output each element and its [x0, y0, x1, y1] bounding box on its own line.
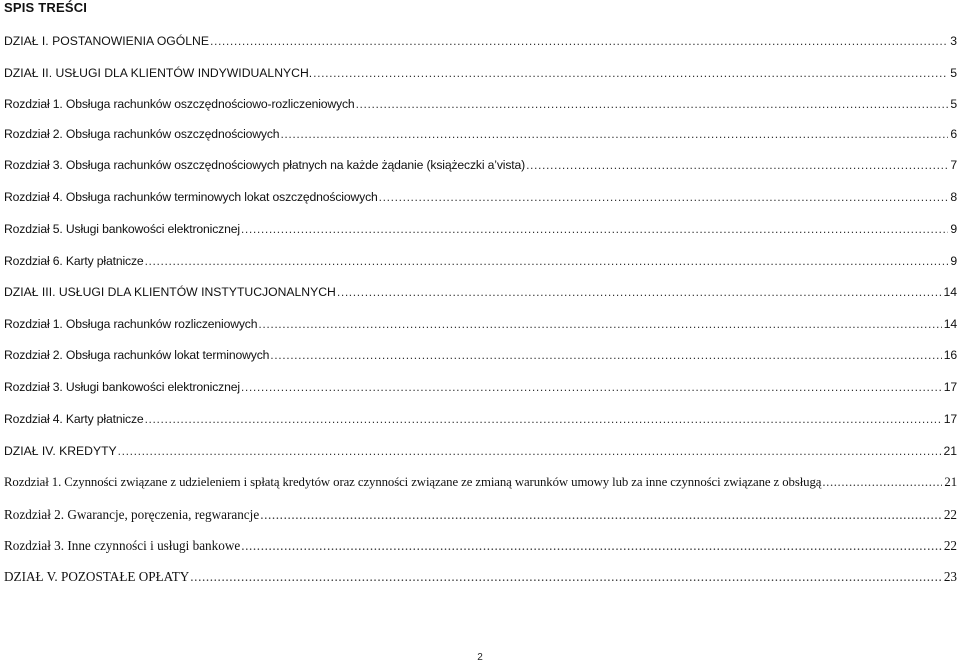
toc-entry-label: Rozdział 4. Karty płatnicze: [4, 412, 144, 426]
toc-entry-page: 17: [943, 380, 957, 394]
toc-entry-label: Rozdział 3. Obsługa rachunków oszczędnościowych płatnych na każde żądanie (książeczki a’vista): [4, 158, 526, 172]
toc-dot-leader: [241, 379, 942, 395]
toc-entry-page: 8: [950, 190, 957, 204]
toc-entry-dzial-4-rozdzial-2[interactable]: [4, 507, 957, 523]
toc-entry-page: 22: [943, 507, 957, 522]
toc-entry-page: 21: [944, 475, 957, 489]
toc-entry-dzial-2-rozdzial-6[interactable]: [4, 253, 957, 269]
toc-entry-label: Rozdział 1. Czynności związane z udzieleniem i spłatą kredytów oraz czynności związane ze zmianą warunków umowy lub za inne czynności związane z obsługą: [4, 475, 822, 489]
toc-entry-dzial-2-rozdzial-5[interactable]: [4, 221, 957, 237]
toc-entry-page: 9: [950, 222, 957, 236]
toc-dot-leader: [190, 569, 942, 585]
toc-dot-leader: [241, 538, 942, 554]
toc-dot-leader: [241, 221, 948, 237]
toc-title: SPIS TREŚCI: [4, 0, 88, 15]
toc-entry-dzial-2-rozdzial-2[interactable]: [4, 126, 957, 142]
toc-dot-leader: [822, 474, 942, 490]
toc-entry-page: 7: [950, 158, 957, 172]
toc-dot-leader: [145, 253, 949, 269]
toc-dot-leader: [145, 411, 942, 427]
toc-dot-leader: [337, 284, 942, 300]
toc-entry-label: Rozdział 2. Gwarancje, poręczenia, regwarancje: [4, 507, 260, 522]
toc-dot-leader: [270, 347, 941, 363]
toc-entry-dzial-4-rozdzial-1[interactable]: [4, 474, 957, 490]
toc-dot-leader: [280, 126, 948, 142]
toc-dot-leader: [258, 316, 941, 332]
toc-dot-leader: [260, 507, 942, 523]
toc-entry-dzial-3[interactable]: [4, 284, 957, 300]
toc-entry-label: Rozdział 6. Karty płatnicze: [4, 254, 144, 268]
toc-entry-page: 14: [943, 317, 957, 331]
toc-entry-label: Rozdział 5. Usługi bankowości elektronicznej: [4, 222, 240, 236]
toc-entry-dzial-5[interactable]: [4, 569, 957, 585]
toc-entry-dzial-3-rozdzial-2[interactable]: [4, 347, 957, 363]
toc-entry-dzial-3-rozdzial-4[interactable]: [4, 411, 957, 427]
toc-entry-page: 21: [943, 444, 957, 458]
toc-entry-dzial-4[interactable]: [4, 443, 957, 459]
toc-dot-leader: [210, 33, 948, 49]
toc-entry-label: DZIAŁ III. USŁUGI DLA KLIENTÓW INSTYTUCJONALNYCH: [4, 285, 336, 299]
toc-entry-page: 5: [950, 66, 957, 80]
toc-entry-page: 22: [943, 538, 957, 553]
toc-entry-label: Rozdział 2. Obsługa rachunków lokat terminowych: [4, 348, 270, 362]
toc-dot-leader: [118, 443, 942, 459]
toc-entry-dzial-2-rozdzial-3[interactable]: [4, 157, 957, 173]
toc-entry-page: 14: [943, 285, 957, 299]
toc-dot-leader: [526, 157, 948, 173]
toc-entry-label: Rozdział 1. Obsługa rachunków oszczędnościowo-rozliczeniowych: [4, 97, 355, 111]
toc-dot-leader: [379, 189, 949, 205]
toc-dot-leader: [313, 65, 948, 81]
toc-entry-label: Rozdział 4. Obsługa rachunków terminowych lokat oszczędnościowych: [4, 190, 378, 204]
toc-entry-page: 6: [950, 127, 957, 141]
toc-entry-label: DZIAŁ V. POZOSTAŁE OPŁATY: [4, 569, 190, 584]
toc-entry-dzial-1[interactable]: [4, 33, 957, 49]
toc-entry-page: 9: [950, 254, 957, 268]
toc-entry-page: 17: [943, 412, 957, 426]
toc-entry-label: Rozdział 1. Obsługa rachunków rozliczeniowych: [4, 317, 258, 331]
toc-entry-dzial-4-rozdzial-3[interactable]: [4, 538, 957, 554]
toc-entry-page: 3: [950, 34, 957, 48]
toc-entry-dzial-2-rozdzial-1[interactable]: [4, 96, 957, 112]
toc-entry-dzial-3-rozdzial-1[interactable]: [4, 316, 957, 332]
page-number: 2: [477, 652, 483, 663]
toc-entry-page: 5: [950, 97, 957, 111]
toc-dot-leader: [356, 96, 949, 112]
toc-entry-page: 16: [943, 348, 957, 362]
toc-entry-dzial-2-rozdzial-4[interactable]: [4, 189, 957, 205]
toc-entry-label: Rozdział 3. Usługi bankowości elektronicznej: [4, 380, 240, 394]
toc-entry-label: DZIAŁ I. POSTANOWIENIA OGÓLNE: [4, 34, 209, 48]
toc-entry-label: DZIAŁ II. USŁUGI DLA KLIENTÓW INDYWIDUALNYCH.: [4, 66, 313, 80]
toc-entry-dzial-3-rozdzial-3[interactable]: [4, 379, 957, 395]
toc-entry-label: Rozdział 2. Obsługa rachunków oszczędnościowych: [4, 127, 280, 141]
toc-entry-label: DZIAŁ IV. KREDYTY: [4, 444, 117, 458]
toc-entry-label: Rozdział 3. Inne czynności i usługi bankowe: [4, 538, 241, 553]
toc-entry-dzial-2[interactable]: [4, 65, 957, 81]
toc-entry-page: 23: [943, 569, 957, 584]
